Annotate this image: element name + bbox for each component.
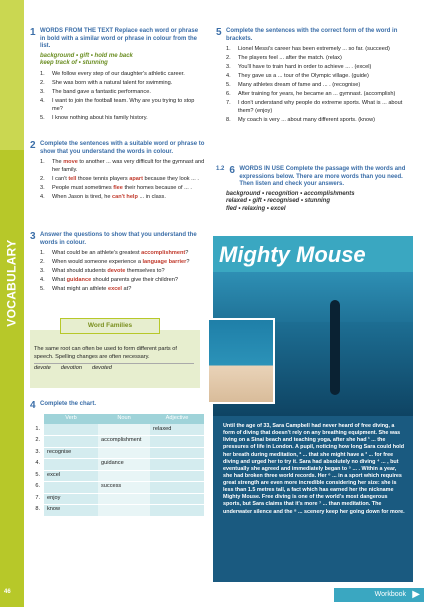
exercise-title: Complete the sentences with the correct form of the word in brackets. (226, 28, 398, 42)
exercise-title: Complete the sentences with a suitable word or phrase to show that you understand the words in colour. (40, 141, 205, 155)
list-item (40, 268, 205, 276)
sidebar-tab-top (0, 0, 24, 150)
chart-row (30, 470, 204, 482)
item-number: 4. (40, 277, 45, 284)
list-item (226, 73, 416, 81)
item-text: People must sometimes flee their homes because of ... . (52, 184, 192, 191)
item-number: 6. (226, 91, 231, 98)
highlighted-word: devote (107, 268, 126, 275)
item-number: 1. (40, 71, 45, 78)
chart-row (30, 447, 204, 459)
exercise-3 (30, 232, 205, 295)
item-text: Lionel Messi's career has been extremely ... so far. (succeed) (238, 46, 390, 52)
verb-cell: enjoy (44, 493, 98, 505)
inset-portrait-photo (207, 318, 275, 404)
article-title-banner (213, 236, 413, 272)
list-item (40, 159, 205, 174)
page-number: 46 (4, 589, 11, 595)
row-number: 7. (30, 493, 44, 505)
exercise-number: 1 (30, 27, 36, 38)
word-families-content (34, 346, 194, 373)
item-number: 2. (40, 175, 45, 182)
verb-cell: know (44, 505, 98, 517)
item-text: I don't understand why people do extreme sports. What is ... about them? (enjoy) (238, 100, 403, 114)
item-text: Many athletes dream of fame and ... . (recognise) (238, 82, 361, 89)
item-number: 7. (226, 100, 231, 107)
noun-cell (98, 424, 150, 436)
exercise-number: 2 (30, 140, 36, 151)
exercise-number: 3 (30, 231, 36, 242)
highlighted-word: language barrier (142, 259, 187, 266)
item-text: What could be an athlete's greatest accomplishment? (52, 250, 189, 256)
item-text: I can't tell those tennis players apart because they look ... . (52, 175, 199, 182)
list-item (40, 250, 205, 258)
item-number: 3. (40, 89, 45, 96)
item-number: 4. (226, 73, 231, 80)
item-number: 1. (226, 46, 231, 52)
highlighted-word: apart (129, 175, 143, 182)
noun-cell: accomplishment (98, 436, 150, 448)
exercise-number: 6 (229, 165, 235, 176)
adjective-cell (150, 470, 204, 482)
list-item (226, 82, 416, 90)
exercise-items (40, 159, 205, 201)
item-text: They gave us a ... tour of the Olympic village. (guide) (238, 73, 369, 80)
highlighted-word: excel (107, 286, 122, 293)
list-item (226, 91, 416, 99)
chart-header-noun: Noun (98, 414, 150, 424)
exercise-1 (30, 28, 205, 124)
highlighted-word: tell (68, 175, 77, 182)
exercise-title: Complete the chart. (40, 401, 97, 407)
adjective-cell (150, 459, 204, 471)
item-number: 4. (40, 98, 45, 105)
noun-cell: guidance (98, 459, 150, 471)
verb-cell (44, 424, 98, 436)
item-number: 5. (40, 286, 45, 293)
article-text: Until the age of 33, Sara Campbell had never heard of free diving, a form of diving that doesn't rely on any breathing equipment. She was living on a Sinai beach and teaching yoga, after she had ¹ ... the pressures of life in London. A pupil, noticing how long Sara could hold her breath during meditation, ² ... that she might have a ³ ... for free diving and urged her to try it. Sara had absolutely no diving ⁴ ... , but eventually she agreed and immediately began to ⁵ ... . Within a year, she had broken three world records. Her ⁶ ... in a sport which requires great strength are even more incredible considering her size: she is less than 1.5 metres tall, a fact which has earned her the nickname Mighty Mouse. Free diving is one of the world's most dangerous sports, but Sara claims that it's more ⁷ ... than meditation. The underwater silence and the ⁸ ... scenery keep her going down for more. (223, 423, 405, 515)
highlighted-word: accomplishment (141, 250, 186, 256)
exercise-number: 4 (30, 400, 36, 411)
item-text: My coach is very ... about many different sports. (know) (238, 116, 375, 123)
list-item (40, 185, 205, 193)
exercise-items (226, 46, 416, 124)
item-number: 2. (226, 55, 231, 62)
item-number: 3. (40, 184, 45, 191)
word-families-text: The same root can often be used to form different parts of speech. Spelling changes are often necessary. (34, 346, 177, 360)
word-bank: background • recognition • accomplishments relaxed • gift • recognised • stunning fled • relaxing • excel (226, 190, 355, 213)
list-item (226, 64, 416, 72)
exercise-4 (30, 401, 205, 411)
list-item (226, 46, 416, 54)
exercise-instruction: Complete the passage with the words and expressions below. There are more words than you need. Then listen and check your answers. (239, 166, 406, 187)
list-item (40, 286, 205, 294)
item-text: The band gave a fantastic performance. (52, 89, 151, 96)
audio-track-icon[interactable]: 1.2 (216, 166, 225, 172)
exercise-number: 5 (216, 27, 222, 38)
chart-row (30, 424, 204, 436)
noun-cell (98, 447, 150, 459)
noun-cell: success (98, 482, 150, 494)
item-text: I want to join the football team. Why are you trying to stop me? (52, 98, 195, 112)
exercise-items (40, 71, 205, 122)
highlighted-word: flee (113, 184, 123, 191)
item-text: What guidance should parents give their children? (52, 277, 178, 284)
item-number: 3. (226, 64, 231, 71)
item-number: 5. (40, 114, 45, 121)
item-text: What should students devote themselves to? (52, 268, 165, 275)
list-item (40, 259, 205, 267)
exercise-5 (216, 28, 416, 126)
article-title: Mighty Mouse (219, 242, 366, 267)
adjective-cell (150, 482, 204, 494)
list-item (226, 55, 416, 63)
verb-cell (44, 459, 98, 471)
verb-cell (44, 436, 98, 448)
item-text: You'll have to train hard in order to achieve ... . (excel) (238, 64, 372, 71)
chart-row (30, 459, 204, 471)
exercise-2 (30, 141, 205, 203)
item-number: 5. (226, 82, 231, 89)
list-item (226, 117, 416, 125)
item-number: 4. (40, 193, 45, 200)
arrow-right-icon: ▶ (412, 589, 420, 600)
adjective-cell: relaxed (150, 424, 204, 436)
item-text: She was born with a natural talent for swimming. (52, 80, 173, 87)
adjective-cell (150, 493, 204, 505)
item-text: We follow every step of our daughter's athletic career. (52, 71, 185, 78)
verb-cell (44, 482, 98, 494)
noun-cell (98, 493, 150, 505)
list-item (40, 194, 205, 202)
item-number: 1. (40, 159, 45, 165)
noun-cell (98, 470, 150, 482)
row-number: 2. (30, 436, 44, 448)
highlighted-word: move (63, 159, 78, 165)
item-number: 8. (226, 116, 231, 123)
chart-row (30, 482, 204, 494)
exercise-items (40, 250, 205, 294)
exercise-title: WORDS FROM THE TEXT (40, 28, 113, 34)
row-number: 3. (30, 447, 44, 459)
highlighted-word: can't help (112, 193, 138, 200)
row-number: 5. (30, 470, 44, 482)
verb-cell: recognise (44, 447, 98, 459)
diver-silhouette (330, 300, 340, 395)
list-item (40, 80, 205, 88)
verb-cell: excel (44, 470, 98, 482)
word-bank: background • gift • hold me back keep track of • stunning (40, 52, 133, 67)
adjective-cell (150, 447, 204, 459)
item-text: After training for years, he became an ... gymnast. (accomplish) (238, 91, 396, 98)
adjective-cell (150, 505, 204, 517)
item-text: When Jason is tired, he can't help ... in class. (52, 193, 166, 200)
adjective-cell (150, 436, 204, 448)
item-number: 2. (40, 259, 45, 266)
row-number: 8. (30, 505, 44, 517)
word-family-example: devote (34, 365, 51, 372)
word-family-example: devoted (91, 365, 112, 372)
item-number: 2. (40, 80, 45, 87)
item-number: 3. (40, 268, 45, 275)
exercise-instruction: Replace each word or phrase in bold with a similar word or phrase in colour from the list. (40, 28, 199, 49)
workbook-link[interactable] (334, 588, 424, 602)
exercise-title: Answer the questions to show that you understand the words in colour. (40, 232, 197, 246)
list-item (40, 115, 205, 123)
item-number: 1. (40, 250, 45, 256)
word-families-title: Word Families (60, 318, 160, 334)
list-item (40, 89, 205, 97)
list-item (40, 71, 205, 79)
row-number: 4. (30, 459, 44, 471)
item-text: What might an athlete excel at? (52, 286, 132, 293)
row-number: 1. (30, 424, 44, 436)
chart-row (30, 493, 204, 505)
item-text: The move to another ... was very difficult for the gymnast and her family. (52, 159, 205, 173)
word-family-example: devotion (60, 365, 82, 372)
article-text-box (213, 416, 413, 582)
row-number: 6. (30, 482, 44, 494)
chart-header-verb: Verb (44, 414, 98, 424)
list-item (40, 98, 205, 113)
chart-row (30, 436, 204, 448)
exercise-6 (216, 166, 416, 217)
chart-row (30, 505, 204, 517)
list-item (226, 100, 416, 115)
workbook-label: Workbook (374, 591, 406, 599)
item-text: The players feel ... after the match. (relax) (238, 55, 342, 62)
exercise-title: WORDS IN USE (239, 166, 285, 172)
noun-cell (98, 505, 150, 517)
chart-header-adjective: Adjective (150, 414, 204, 424)
section-label: VOCABULARY (4, 239, 19, 327)
word-chart (30, 414, 204, 517)
item-text: I know nothing about his family history. (52, 114, 148, 121)
item-text: When would someone experience a language barrier? (52, 259, 190, 266)
list-item (40, 176, 205, 184)
list-item (40, 277, 205, 285)
highlighted-word: guidance (66, 277, 92, 284)
